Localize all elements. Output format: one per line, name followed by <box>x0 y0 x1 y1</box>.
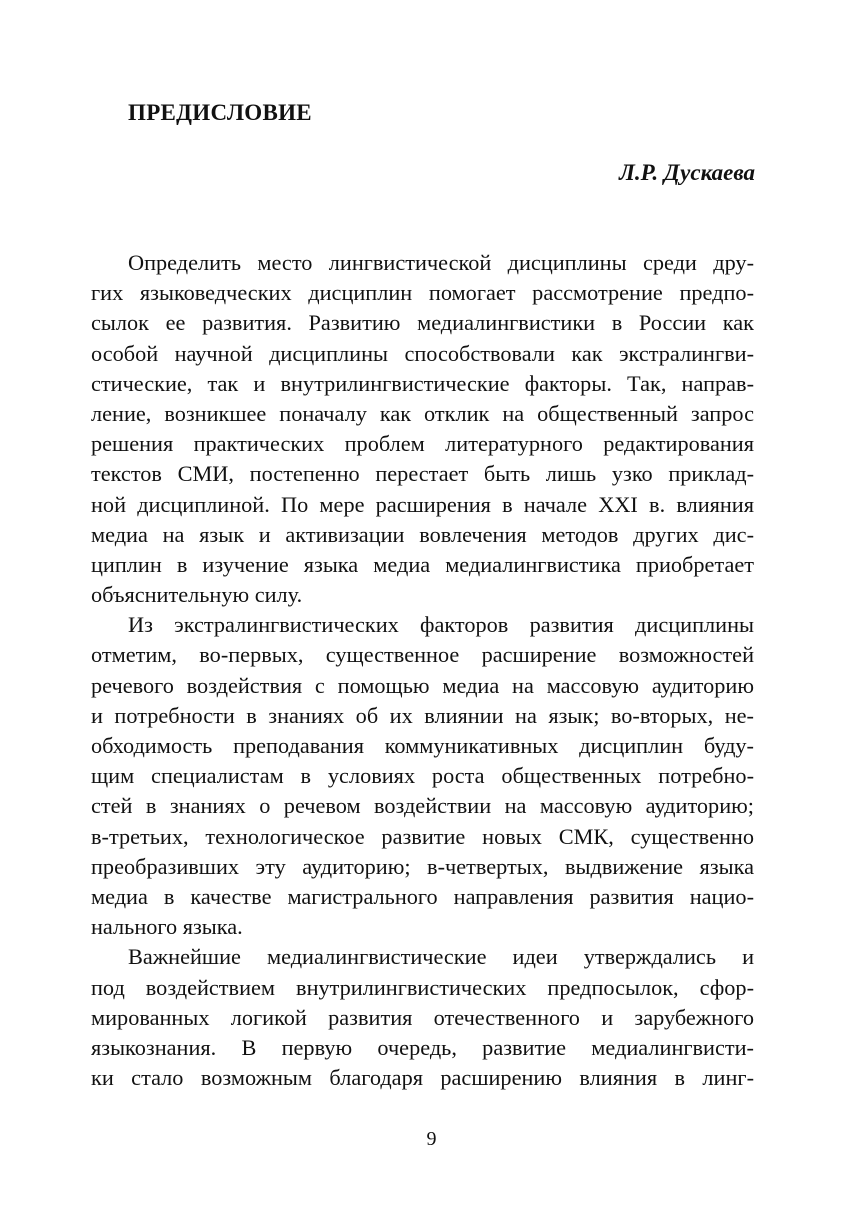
text-line: преобразивших эту аудиторию; в-четвертых, выдвижение языка <box>91 853 754 879</box>
body-text <box>91 248 754 1093</box>
text-line: языкознания. В первую очередь, развитие медиалингвисти- <box>91 1034 754 1060</box>
paragraph <box>91 248 754 610</box>
text-line: особой научной дисциплины способствовали как экстралингви- <box>91 340 754 366</box>
text-line: сылок ее развития. Развитию медиалингвистики в России как <box>91 310 754 336</box>
text-line: ки стало возможным благодаря расширению влияния в линг- <box>91 1065 754 1091</box>
text-line: щим специалистам в условиях роста общественных потребно- <box>91 763 754 789</box>
text-line: речевого воздействия с помощью медиа на массовую аудиторию <box>91 672 754 698</box>
text-line: отметим, во-первых, существенное расширение возможностей <box>91 642 754 668</box>
text-line: ной дисциплиной. По мере расширения в начале XXI в. влияния <box>91 491 754 517</box>
text-line: объяснительную силу. <box>91 582 303 608</box>
text-line: ление, возникшее поначалу как отклик на общественный запрос <box>91 400 754 426</box>
text-line: под воздействием внутрилингвистических предпосылок, сфор- <box>91 974 754 1000</box>
text-line: медиа в качестве магистрального направления развития нацио- <box>91 883 754 909</box>
author-name: Л.Р. Дускаева <box>619 160 755 185</box>
text-line: циплин в изучение языка медиа медиалингвистика приобретает <box>91 551 754 577</box>
text-line: и потребности в знаниях об их влиянии на язык; во-вторых, не- <box>91 702 754 728</box>
text-line: гих языковедческих дисциплин помогает рассмотрение предпо- <box>91 280 754 306</box>
paragraph <box>91 610 754 942</box>
text-line: обходимость преподавания коммуникативных дисциплин буду- <box>91 733 754 758</box>
text-line: решения практических проблем литературного редактирования <box>91 431 754 457</box>
text-line: мированных логикой развития отечественного и зарубежного <box>91 1004 754 1030</box>
text-line: Из экстралингвистических факторов развития дисциплины <box>128 612 754 638</box>
paragraph <box>91 942 754 1093</box>
text-line: в-третьих, технологическое развитие новых СМК, существенно <box>91 823 754 849</box>
text-line: стические, так и внутрилингвистические факторы. Так, направ- <box>91 370 754 396</box>
text-line: медиа на язык и активизации вовлечения методов других дис- <box>91 521 754 547</box>
text-line: Важнейшие медиалингвистические идеи утверждались и <box>128 944 754 970</box>
text-line: стей в знаниях о речевом воздействии на массовую аудиторию; <box>91 793 754 819</box>
text-line: текстов СМИ, постепенно перестает быть лишь узко приклад- <box>91 461 754 487</box>
page-number: 9 <box>426 1128 437 1150</box>
text-line: Определить место лингвистической дисциплины среди дру- <box>128 250 754 275</box>
text-line: нального языка. <box>91 914 243 940</box>
chapter-heading: ПРЕДИСЛОВИЕ <box>128 100 312 125</box>
